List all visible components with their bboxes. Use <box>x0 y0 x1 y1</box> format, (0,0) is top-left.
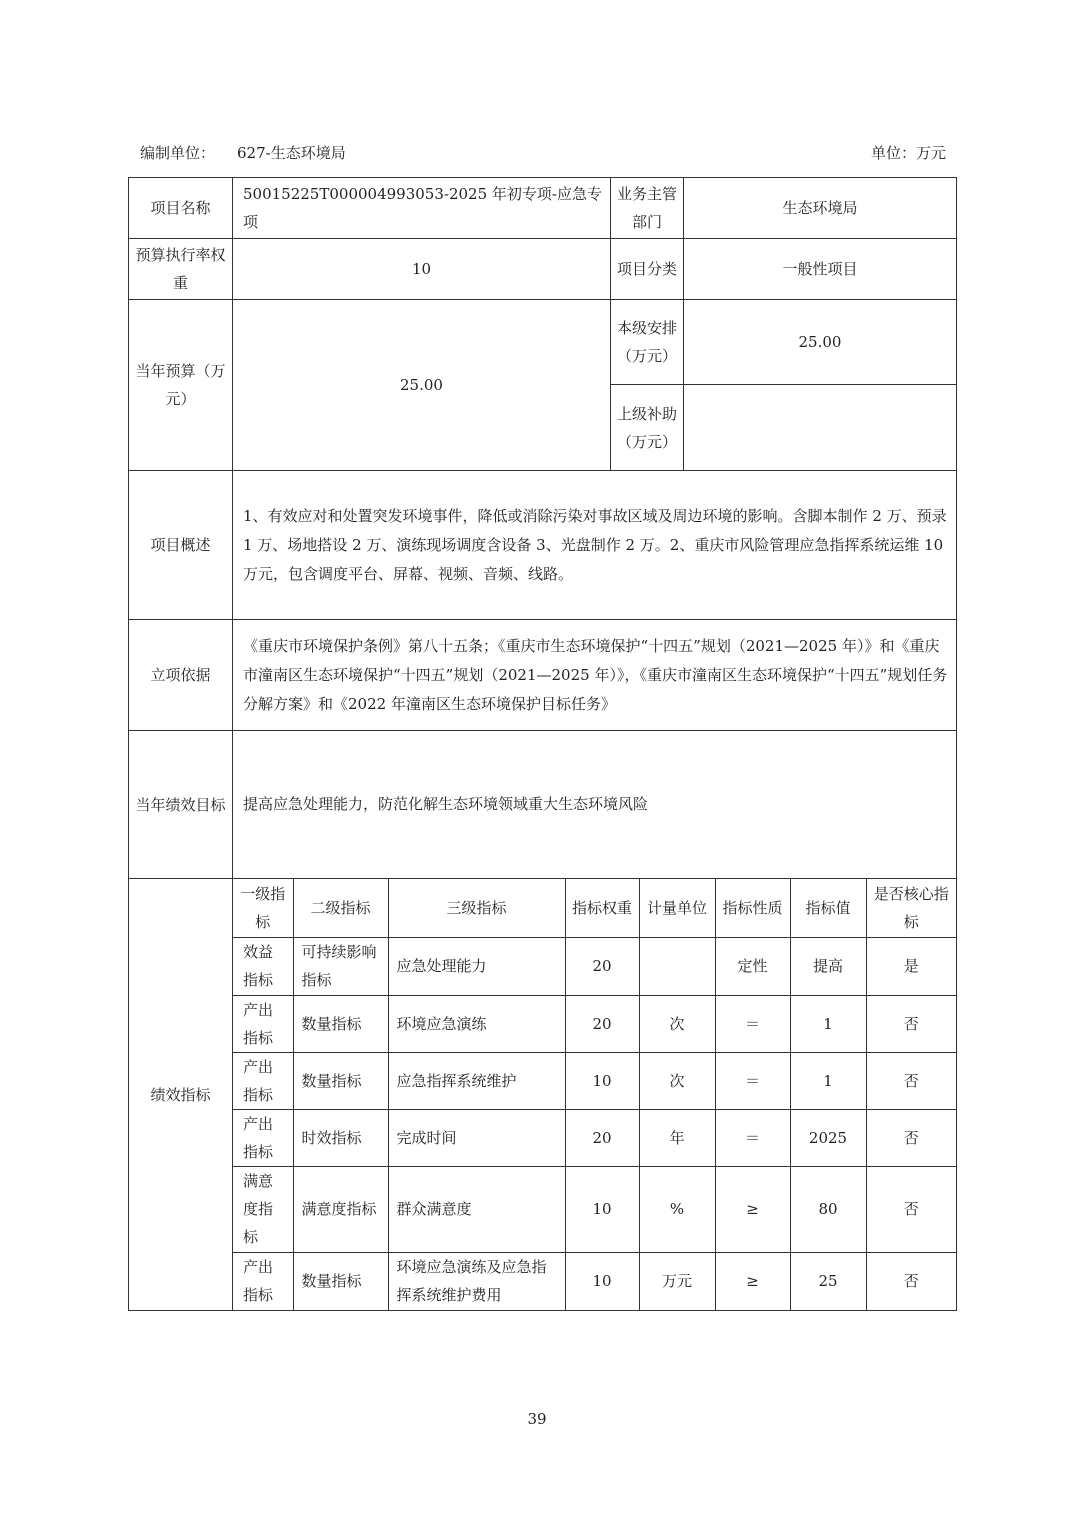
level3-cell: 应急处理能力 <box>388 937 565 995</box>
unit-cell: 万元 <box>639 1252 715 1310</box>
value-cell: 提高 <box>790 937 866 995</box>
project-name-value: 50015225T000004993053-2025 年初专项-应急专项 <box>233 178 611 239</box>
core-cell: 是 <box>866 937 956 995</box>
budget-label: 当年预算（万元） <box>129 300 233 471</box>
level3-cell: 应急指挥系统维护 <box>388 1052 565 1109</box>
upper-subsidy-value <box>684 385 957 471</box>
value-cell: 1 <box>790 995 866 1052</box>
header-level2: 二级指标 <box>293 879 388 937</box>
header-unit: 计量单位 <box>639 879 715 937</box>
indicators-header-row <box>233 879 956 937</box>
table-row <box>233 1052 956 1109</box>
level3-cell: 环境应急演练 <box>388 995 565 1052</box>
level3-cell: 完成时间 <box>388 1109 565 1166</box>
level1-cell: 产出指标 <box>233 1252 293 1310</box>
basis-label: 立项依据 <box>129 620 233 731</box>
unit-cell: 次 <box>639 995 715 1052</box>
project-name-label: 项目名称 <box>129 178 233 239</box>
table-row <box>233 1166 956 1252</box>
header-level1: 一级指标 <box>233 879 293 937</box>
value-cell: 80 <box>790 1166 866 1252</box>
core-cell: 否 <box>866 1052 956 1109</box>
basis-text: 《重庆市环境保护条例》第八十五条；《重庆市生态环境保护“十四五”规划（2021—2025 年）》和《重庆市潼南区生态环境保护“十四五”规划（2021—2025 年）》，《重庆市潼南区生态环境保护“十四五”规划任务分解方案》和《2022 年潼南区生态环境保护目标任务》 <box>233 620 957 731</box>
org-label: 编制单位： <box>140 144 216 162</box>
core-cell: 否 <box>866 1109 956 1166</box>
nature-cell: ＝ <box>715 1052 790 1109</box>
level1-cell: 满意度指标 <box>233 1166 293 1252</box>
header-weight: 指标权重 <box>565 879 639 937</box>
level1-cell: 效益指标 <box>233 937 293 995</box>
level2-cell: 数量指标 <box>293 1252 388 1310</box>
nature-cell: 定性 <box>715 937 790 995</box>
level3-cell: 群众满意度 <box>388 1166 565 1252</box>
category-value: 一般性项目 <box>684 239 957 300</box>
core-cell: 否 <box>866 1166 956 1252</box>
level1-cell: 产出指标 <box>233 1109 293 1166</box>
level2-cell: 满意度指标 <box>293 1166 388 1252</box>
table-row <box>233 1109 956 1166</box>
dept-value: 生态环境局 <box>684 178 957 239</box>
indicators-cell <box>233 879 957 1311</box>
table-row <box>233 1252 956 1310</box>
value-cell: 1 <box>790 1052 866 1109</box>
overview-label: 项目概述 <box>129 471 233 620</box>
page-number: 39 <box>527 1410 547 1428</box>
indicators-table <box>233 879 956 1310</box>
header-value: 指标值 <box>790 879 866 937</box>
indicators-label: 绩效指标 <box>129 879 233 1311</box>
nature-cell: ＝ <box>715 1109 790 1166</box>
weight-cell: 20 <box>565 937 639 995</box>
core-cell: 否 <box>866 1252 956 1310</box>
budget-value: 25.00 <box>233 300 611 471</box>
level1-cell: 产出指标 <box>233 995 293 1052</box>
nature-cell: ≥ <box>715 1252 790 1310</box>
level1-cell: 产出指标 <box>233 1052 293 1109</box>
unit-cell: 年 <box>639 1109 715 1166</box>
weight-cell: 20 <box>565 995 639 1052</box>
weight-cell: 10 <box>565 1252 639 1310</box>
nature-cell: ≥ <box>715 1166 790 1252</box>
weight-cell: 10 <box>565 1166 639 1252</box>
nature-cell: ＝ <box>715 995 790 1052</box>
local-arrangement-value: 25.00 <box>684 300 957 385</box>
level2-cell: 数量指标 <box>293 1052 388 1109</box>
weight-cell: 20 <box>565 1109 639 1166</box>
core-cell: 否 <box>866 995 956 1052</box>
header-nature: 指标性质 <box>715 879 790 937</box>
goal-text: 提高应急处理能力，防范化解生态环境领域重大生态环境风险 <box>233 731 957 879</box>
upper-subsidy-label: 上级补助（万元） <box>611 385 684 471</box>
org-header <box>140 142 346 164</box>
level2-cell: 可持续影响指标 <box>293 937 388 995</box>
unit-cell <box>639 937 715 995</box>
header-core: 是否核心指标 <box>866 879 956 937</box>
unit-cell: 次 <box>639 1052 715 1109</box>
header-level3: 三级指标 <box>388 879 565 937</box>
weight-cell: 10 <box>565 1052 639 1109</box>
table-row <box>233 995 956 1052</box>
value-cell: 2025 <box>790 1109 866 1166</box>
exec-rate-label: 预算执行率权重 <box>129 239 233 300</box>
project-table <box>128 177 957 1311</box>
goal-label: 当年绩效目标 <box>129 731 233 879</box>
unit-cell: % <box>639 1166 715 1252</box>
org-value: 627-生态环境局 <box>237 144 346 162</box>
overview-text: 1、有效应对和处置突发环境事件，降低或消除污染对事故区域及周边环境的影响。含脚本制作 2 万、预录 1 万、场地搭设 2 万、演练现场调度含设备 3、光盘制作 2 万。2、重庆市风险管理应急指挥系统运维 10 万元，包含调度平台、屏幕、视频、音频、线路。 <box>233 471 957 620</box>
value-cell: 25 <box>790 1252 866 1310</box>
level2-cell: 时效指标 <box>293 1109 388 1166</box>
local-arrangement-label: 本级安排（万元） <box>611 300 684 385</box>
exec-rate-value: 10 <box>233 239 611 300</box>
table-row <box>233 937 956 995</box>
level3-cell: 环境应急演练及应急指挥系统维护费用 <box>388 1252 565 1310</box>
dept-label: 业务主管部门 <box>611 178 684 239</box>
category-label: 项目分类 <box>611 239 684 300</box>
level2-cell: 数量指标 <box>293 995 388 1052</box>
unit-label: 单位：万元 <box>870 144 946 162</box>
